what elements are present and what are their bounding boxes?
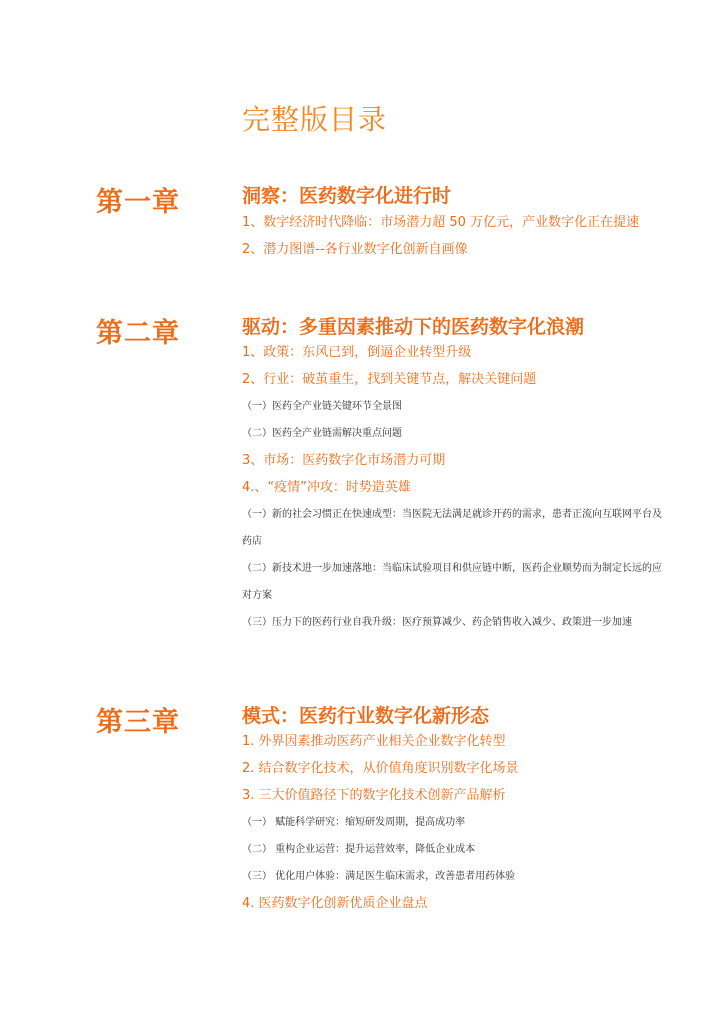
toc-item: 4. 医药数字化创新优质企业盘点 — [242, 896, 428, 911]
toc-subitem: （三）压力下的医药行业自我升级：医疗预算减少、药企销售收入减少、政策进一步加速 — [242, 617, 632, 628]
chapter-2-items — [242, 339, 662, 636]
toc-item: 2、潜力图谱--各行业数字化创新自画像 — [242, 242, 468, 257]
toc-item: 2、行业：破茧重生，找到关键节点，解决关键问题 — [242, 372, 537, 387]
toc-subitem: （一） 赋能科学研究：缩短研发周期，提高成功率 — [242, 817, 466, 828]
chapter-2-label: 第二章 — [96, 318, 180, 349]
toc-subitem: （二）新技术进一步加速落地：当临床试验项目和供应链中断，医药企业顺势而为制定长远的应对方案 — [242, 563, 662, 601]
chapter-3-items — [242, 728, 662, 917]
toc-subitem: （二） 重构企业运营：提升运营效率，降低企业成本 — [242, 844, 476, 855]
chapter-3-heading: 模式：医药行业数字化新形态 — [242, 705, 490, 727]
toc-item: 1、政策：东风已到，倒逼企业转型升级 — [242, 345, 472, 360]
chapter-1-items — [242, 209, 662, 263]
chapter-2-heading: 驱动：多重因素推动下的医药数字化浪潮 — [242, 316, 585, 338]
toc-item: 3、市场：医药数字化市场潜力可期 — [242, 453, 446, 468]
chapter-1-label: 第一章 — [96, 187, 180, 218]
page-title: 完整版目录 — [242, 103, 388, 136]
toc-subitem: （三） 优化用户体验：满足医生临床需求，改善患者用药体验 — [242, 871, 516, 882]
toc-subitem: （一）医药全产业链关键环节全景图 — [242, 401, 402, 412]
toc-subitem: （二）医药全产业链需解决重点问题 — [242, 428, 402, 439]
toc-subitem: （一）新的社会习惯正在快速成型：当医院无法满足就诊开药的需求，患者正流向互联网平台及药店 — [242, 509, 662, 547]
chapter-3-label: 第三章 — [96, 707, 180, 738]
toc-item: 1. 外界因素推动医药产业相关企业数字化转型 — [242, 734, 506, 749]
toc-item: 4.、“疫情”冲攻：时势造英雄 — [242, 480, 411, 495]
toc-item: 1、数字经济时代降临：市场潜力超 50 万亿元，产业数字化正在提速 — [242, 215, 640, 230]
toc-item: 3. 三大价值路径下的数字化技术创新产品解析 — [242, 788, 506, 803]
toc-item: 2. 结合数字化技术，从价值角度识别数字化场景 — [242, 761, 519, 776]
chapter-1-heading: 洞察：医药数字化进行时 — [242, 185, 452, 207]
